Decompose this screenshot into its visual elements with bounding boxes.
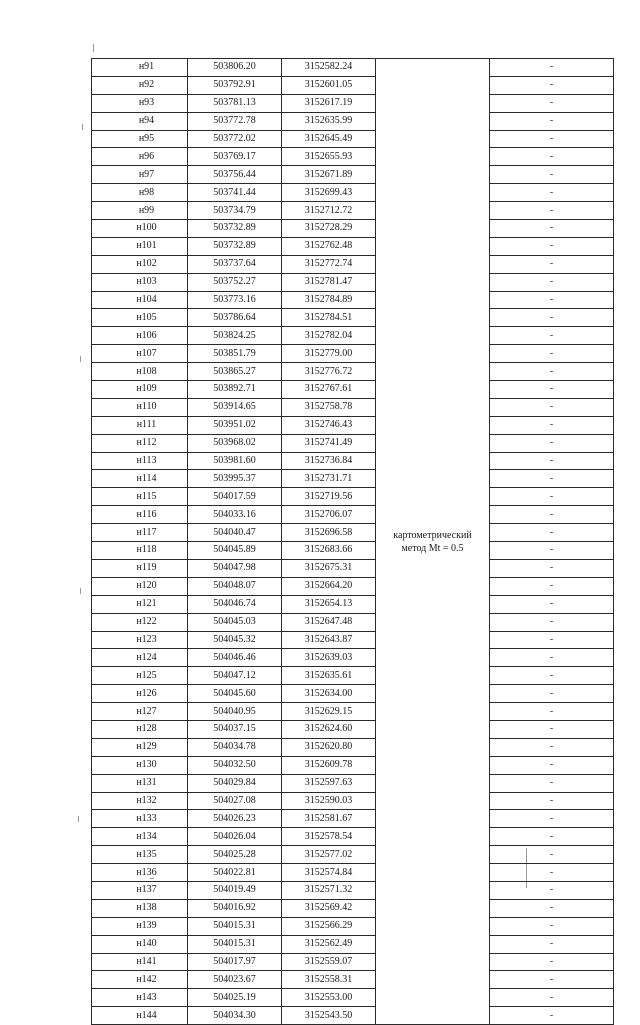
point-number-cell: н110 — [92, 398, 188, 416]
y-coordinate-cell: 3152781.47 — [282, 273, 376, 291]
x-coordinate-cell: 504040.95 — [188, 703, 282, 721]
table-row — [92, 989, 614, 1007]
method-cell — [376, 59, 490, 1025]
point-number-cell: н104 — [92, 291, 188, 309]
y-coordinate-cell: 3152664.20 — [282, 577, 376, 595]
y-coordinate-cell: 3152782.04 — [282, 327, 376, 345]
x-coordinate-cell: 504022.81 — [188, 864, 282, 882]
x-coordinate-cell: 503772.02 — [188, 130, 282, 148]
table-row — [92, 434, 614, 452]
x-coordinate-cell: 504040.47 — [188, 524, 282, 542]
description-cell: - — [490, 112, 614, 130]
table-row — [92, 291, 614, 309]
description-cell: - — [490, 953, 614, 971]
table-row — [92, 237, 614, 255]
point-number-cell: н126 — [92, 685, 188, 703]
description-cell: - — [490, 202, 614, 220]
x-coordinate-cell: 504034.30 — [188, 1007, 282, 1025]
scan-mark — [78, 816, 79, 822]
description-cell: - — [490, 398, 614, 416]
x-coordinate-cell: 503773.16 — [188, 291, 282, 309]
y-coordinate-cell: 3152776.72 — [282, 363, 376, 381]
description-cell: - — [490, 1007, 614, 1025]
method-line-1: картометрический — [393, 529, 472, 541]
x-coordinate-cell: 504033.16 — [188, 506, 282, 524]
y-coordinate-cell: 3152624.60 — [282, 720, 376, 738]
table-row — [92, 130, 614, 148]
description-cell: - — [490, 94, 614, 112]
x-coordinate-cell: 504037.15 — [188, 720, 282, 738]
x-coordinate-cell: 503732.89 — [188, 220, 282, 238]
description-cell: - — [490, 542, 614, 560]
description-cell: - — [490, 327, 614, 345]
table-row — [92, 935, 614, 953]
point-number-cell: н115 — [92, 488, 188, 506]
x-coordinate-cell: 504017.97 — [188, 953, 282, 971]
point-number-cell: н135 — [92, 846, 188, 864]
point-number-cell: н98 — [92, 184, 188, 202]
x-coordinate-cell: 503951.02 — [188, 416, 282, 434]
table-row — [92, 631, 614, 649]
y-coordinate-cell: 3152719.56 — [282, 488, 376, 506]
x-coordinate-cell: 504025.28 — [188, 846, 282, 864]
description-cell: - — [490, 148, 614, 166]
point-number-cell: н121 — [92, 595, 188, 613]
point-number-cell: н103 — [92, 273, 188, 291]
x-coordinate-cell: 503981.60 — [188, 452, 282, 470]
description-cell: - — [490, 470, 614, 488]
point-number-cell: н143 — [92, 989, 188, 1007]
y-coordinate-cell: 3152562.49 — [282, 935, 376, 953]
y-coordinate-cell: 3152712.72 — [282, 202, 376, 220]
description-cell: - — [490, 756, 614, 774]
x-coordinate-cell: 503914.65 — [188, 398, 282, 416]
description-cell: - — [490, 273, 614, 291]
scan-mark — [80, 356, 81, 362]
scan-mark — [82, 124, 83, 130]
point-number-cell: н130 — [92, 756, 188, 774]
description-cell: - — [490, 703, 614, 721]
x-coordinate-cell: 503741.44 — [188, 184, 282, 202]
table-row — [92, 864, 614, 882]
y-coordinate-cell: 3152582.24 — [282, 59, 376, 77]
point-number-cell: н133 — [92, 810, 188, 828]
y-coordinate-cell: 3152758.78 — [282, 398, 376, 416]
x-coordinate-cell: 504026.23 — [188, 810, 282, 828]
x-coordinate-cell: 503756.44 — [188, 166, 282, 184]
table-row — [92, 971, 614, 989]
table-row — [92, 595, 614, 613]
y-coordinate-cell: 3152635.61 — [282, 667, 376, 685]
table-row — [92, 452, 614, 470]
y-coordinate-cell: 3152629.15 — [282, 703, 376, 721]
y-coordinate-cell: 3152741.49 — [282, 434, 376, 452]
point-number-cell: н124 — [92, 649, 188, 667]
table-row — [92, 685, 614, 703]
y-coordinate-cell: 3152655.93 — [282, 148, 376, 166]
x-coordinate-cell: 503769.17 — [188, 148, 282, 166]
point-number-cell: н117 — [92, 524, 188, 542]
description-cell: - — [490, 989, 614, 1007]
description-cell: - — [490, 559, 614, 577]
description-cell: - — [490, 649, 614, 667]
table-row — [92, 309, 614, 327]
y-coordinate-cell: 3152578.54 — [282, 828, 376, 846]
x-coordinate-cell: 504027.08 — [188, 792, 282, 810]
x-coordinate-cell: 503851.79 — [188, 345, 282, 363]
y-coordinate-cell: 3152643.87 — [282, 631, 376, 649]
point-number-cell: н113 — [92, 452, 188, 470]
table-row — [92, 488, 614, 506]
point-number-cell: н123 — [92, 631, 188, 649]
description-cell: - — [490, 595, 614, 613]
description-cell: - — [490, 255, 614, 273]
point-number-cell: н125 — [92, 667, 188, 685]
description-cell: - — [490, 166, 614, 184]
y-coordinate-cell: 3152559.07 — [282, 953, 376, 971]
point-number-cell: н129 — [92, 738, 188, 756]
description-cell: - — [490, 631, 614, 649]
x-coordinate-cell: 503781.13 — [188, 94, 282, 112]
table-row — [92, 166, 614, 184]
description-cell: - — [490, 363, 614, 381]
point-number-cell: н118 — [92, 542, 188, 560]
coordinates-table-body — [92, 59, 614, 1025]
description-cell: - — [490, 667, 614, 685]
table-row — [92, 327, 614, 345]
table-row — [92, 345, 614, 363]
x-coordinate-cell: 504015.31 — [188, 917, 282, 935]
point-number-cell: н91 — [92, 59, 188, 77]
description-cell: - — [490, 899, 614, 917]
x-coordinate-cell: 504015.31 — [188, 935, 282, 953]
y-coordinate-cell: 3152736.84 — [282, 452, 376, 470]
y-coordinate-cell: 3152620.80 — [282, 738, 376, 756]
y-coordinate-cell: 3152566.29 — [282, 917, 376, 935]
point-number-cell: н97 — [92, 166, 188, 184]
x-coordinate-cell: 504045.03 — [188, 613, 282, 631]
y-coordinate-cell: 3152558.31 — [282, 971, 376, 989]
y-coordinate-cell: 3152772.74 — [282, 255, 376, 273]
point-number-cell: н131 — [92, 774, 188, 792]
table-row — [92, 184, 614, 202]
x-coordinate-cell: 503806.20 — [188, 59, 282, 77]
description-cell: - — [490, 685, 614, 703]
y-coordinate-cell: 3152634.00 — [282, 685, 376, 703]
table-row — [92, 953, 614, 971]
x-coordinate-cell: 504045.60 — [188, 685, 282, 703]
description-cell: - — [490, 971, 614, 989]
table-row — [92, 792, 614, 810]
point-number-cell: н134 — [92, 828, 188, 846]
point-number-cell: н136 — [92, 864, 188, 882]
table-row — [92, 1007, 614, 1025]
point-number-cell: н112 — [92, 434, 188, 452]
y-coordinate-cell: 3152762.48 — [282, 237, 376, 255]
y-coordinate-cell: 3152767.61 — [282, 381, 376, 399]
point-number-cell: н128 — [92, 720, 188, 738]
table-row — [92, 202, 614, 220]
description-cell: - — [490, 864, 614, 882]
x-coordinate-cell: 503824.25 — [188, 327, 282, 345]
y-coordinate-cell: 3152569.42 — [282, 899, 376, 917]
table-row — [92, 899, 614, 917]
description-cell: - — [490, 792, 614, 810]
table-row — [92, 363, 614, 381]
coordinates-table — [91, 58, 614, 1025]
table-row — [92, 220, 614, 238]
description-cell: - — [490, 345, 614, 363]
table-row — [92, 738, 614, 756]
y-coordinate-cell: 3152635.99 — [282, 112, 376, 130]
x-coordinate-cell: 504046.46 — [188, 649, 282, 667]
point-number-cell: н127 — [92, 703, 188, 721]
point-number-cell: н94 — [92, 112, 188, 130]
point-number-cell: н109 — [92, 381, 188, 399]
point-number-cell: н96 — [92, 148, 188, 166]
point-number-cell: н137 — [92, 881, 188, 899]
x-coordinate-cell: 504029.84 — [188, 774, 282, 792]
table-row — [92, 613, 614, 631]
point-number-cell: н139 — [92, 917, 188, 935]
y-coordinate-cell: 3152639.03 — [282, 649, 376, 667]
point-number-cell: н95 — [92, 130, 188, 148]
x-coordinate-cell: 504045.32 — [188, 631, 282, 649]
y-coordinate-cell: 3152706.07 — [282, 506, 376, 524]
table-row — [92, 828, 614, 846]
table-row — [92, 542, 614, 560]
point-number-cell: н141 — [92, 953, 188, 971]
description-cell: - — [490, 237, 614, 255]
description-cell: - — [490, 130, 614, 148]
table-row — [92, 917, 614, 935]
point-number-cell: н132 — [92, 792, 188, 810]
y-coordinate-cell: 3152654.13 — [282, 595, 376, 613]
y-coordinate-cell: 3152746.43 — [282, 416, 376, 434]
description-cell: - — [490, 309, 614, 327]
description-cell: - — [490, 881, 614, 899]
x-coordinate-cell: 504016.92 — [188, 899, 282, 917]
x-coordinate-cell: 503737.64 — [188, 255, 282, 273]
table-row — [92, 524, 614, 542]
point-number-cell: н102 — [92, 255, 188, 273]
x-coordinate-cell: 503792.91 — [188, 76, 282, 94]
x-coordinate-cell: 504017.59 — [188, 488, 282, 506]
y-coordinate-cell: 3152581.67 — [282, 810, 376, 828]
table-row — [92, 577, 614, 595]
y-coordinate-cell: 3152571.32 — [282, 881, 376, 899]
table-row — [92, 59, 614, 77]
point-number-cell: н142 — [92, 971, 188, 989]
description-cell: - — [490, 720, 614, 738]
x-coordinate-cell: 504023.67 — [188, 971, 282, 989]
y-coordinate-cell: 3152590.03 — [282, 792, 376, 810]
table-row — [92, 381, 614, 399]
x-coordinate-cell: 504047.98 — [188, 559, 282, 577]
description-cell: - — [490, 434, 614, 452]
table-row — [92, 416, 614, 434]
description-cell: - — [490, 416, 614, 434]
x-coordinate-cell: 504045.89 — [188, 542, 282, 560]
table-row — [92, 667, 614, 685]
y-coordinate-cell: 3152699.43 — [282, 184, 376, 202]
point-number-cell: н100 — [92, 220, 188, 238]
table-row — [92, 148, 614, 166]
table-row — [92, 470, 614, 488]
table-row — [92, 273, 614, 291]
point-number-cell: н107 — [92, 345, 188, 363]
point-number-cell: н138 — [92, 899, 188, 917]
x-coordinate-cell: 504034.78 — [188, 738, 282, 756]
description-cell: - — [490, 935, 614, 953]
x-coordinate-cell: 504026.04 — [188, 828, 282, 846]
point-number-cell: н120 — [92, 577, 188, 595]
y-coordinate-cell: 3152683.66 — [282, 542, 376, 560]
x-coordinate-cell: 504048.07 — [188, 577, 282, 595]
y-coordinate-cell: 3152728.29 — [282, 220, 376, 238]
y-coordinate-cell: 3152577.02 — [282, 846, 376, 864]
point-number-cell: н144 — [92, 1007, 188, 1025]
description-cell: - — [490, 917, 614, 935]
y-coordinate-cell: 3152609.78 — [282, 756, 376, 774]
y-coordinate-cell: 3152675.31 — [282, 559, 376, 577]
point-number-cell: н140 — [92, 935, 188, 953]
table-row — [92, 720, 614, 738]
description-cell: - — [490, 828, 614, 846]
description-cell: - — [490, 846, 614, 864]
table-row — [92, 649, 614, 667]
table-row — [92, 846, 614, 864]
table-row — [92, 255, 614, 273]
table-row — [92, 76, 614, 94]
table-row — [92, 398, 614, 416]
table-row — [92, 506, 614, 524]
y-coordinate-cell: 3152597.63 — [282, 774, 376, 792]
point-number-cell: н105 — [92, 309, 188, 327]
table-row — [92, 774, 614, 792]
table-row — [92, 881, 614, 899]
table-row — [92, 94, 614, 112]
method-line-2: метод Mt = 0.5 — [401, 542, 464, 554]
point-number-cell: н122 — [92, 613, 188, 631]
description-cell: - — [490, 774, 614, 792]
x-coordinate-cell: 504025.19 — [188, 989, 282, 1007]
description-cell: - — [490, 76, 614, 94]
description-cell: - — [490, 291, 614, 309]
point-number-cell: н93 — [92, 94, 188, 112]
y-coordinate-cell: 3152696.58 — [282, 524, 376, 542]
y-coordinate-cell: 3152617.19 — [282, 94, 376, 112]
description-cell: - — [490, 810, 614, 828]
description-cell: - — [490, 220, 614, 238]
description-cell: - — [490, 381, 614, 399]
description-cell: - — [490, 524, 614, 542]
description-cell: - — [490, 488, 614, 506]
x-coordinate-cell: 504047.12 — [188, 667, 282, 685]
point-number-cell: н92 — [92, 76, 188, 94]
x-coordinate-cell: 503786.64 — [188, 309, 282, 327]
table-row — [92, 112, 614, 130]
point-number-cell: н111 — [92, 416, 188, 434]
table-row — [92, 703, 614, 721]
x-coordinate-cell: 503772.78 — [188, 112, 282, 130]
point-number-cell: н99 — [92, 202, 188, 220]
point-number-cell: н108 — [92, 363, 188, 381]
point-number-cell: н101 — [92, 237, 188, 255]
x-coordinate-cell: 503732.89 — [188, 237, 282, 255]
x-coordinate-cell: 503752.27 — [188, 273, 282, 291]
x-coordinate-cell: 503968.02 — [188, 434, 282, 452]
point-number-cell: н116 — [92, 506, 188, 524]
y-coordinate-cell: 3152645.49 — [282, 130, 376, 148]
description-cell: - — [490, 452, 614, 470]
x-coordinate-cell: 504046.74 — [188, 595, 282, 613]
scan-mark — [93, 44, 94, 52]
y-coordinate-cell: 3152543.50 — [282, 1007, 376, 1025]
scan-mark — [80, 588, 81, 594]
x-coordinate-cell: 504032.50 — [188, 756, 282, 774]
x-coordinate-cell: 503892.71 — [188, 381, 282, 399]
description-cell: - — [490, 738, 614, 756]
point-number-cell: н106 — [92, 327, 188, 345]
table-row — [92, 756, 614, 774]
description-cell: - — [490, 184, 614, 202]
x-coordinate-cell: 503995.37 — [188, 470, 282, 488]
y-coordinate-cell: 3152779.00 — [282, 345, 376, 363]
description-cell: - — [490, 59, 614, 77]
table-row — [92, 559, 614, 577]
point-number-cell: н114 — [92, 470, 188, 488]
y-coordinate-cell: 3152553.00 — [282, 989, 376, 1007]
y-coordinate-cell: 3152731.71 — [282, 470, 376, 488]
y-coordinate-cell: 3152671.89 — [282, 166, 376, 184]
x-coordinate-cell: 504019.49 — [188, 881, 282, 899]
y-coordinate-cell: 3152784.89 — [282, 291, 376, 309]
description-cell: - — [490, 506, 614, 524]
x-coordinate-cell: 503734.79 — [188, 202, 282, 220]
point-number-cell: н119 — [92, 559, 188, 577]
y-coordinate-cell: 3152601.05 — [282, 76, 376, 94]
description-cell: - — [490, 577, 614, 595]
table-row — [92, 810, 614, 828]
y-coordinate-cell: 3152647.48 — [282, 613, 376, 631]
description-cell: - — [490, 613, 614, 631]
y-coordinate-cell: 3152784.51 — [282, 309, 376, 327]
y-coordinate-cell: 3152574.84 — [282, 864, 376, 882]
x-coordinate-cell: 503865.27 — [188, 363, 282, 381]
